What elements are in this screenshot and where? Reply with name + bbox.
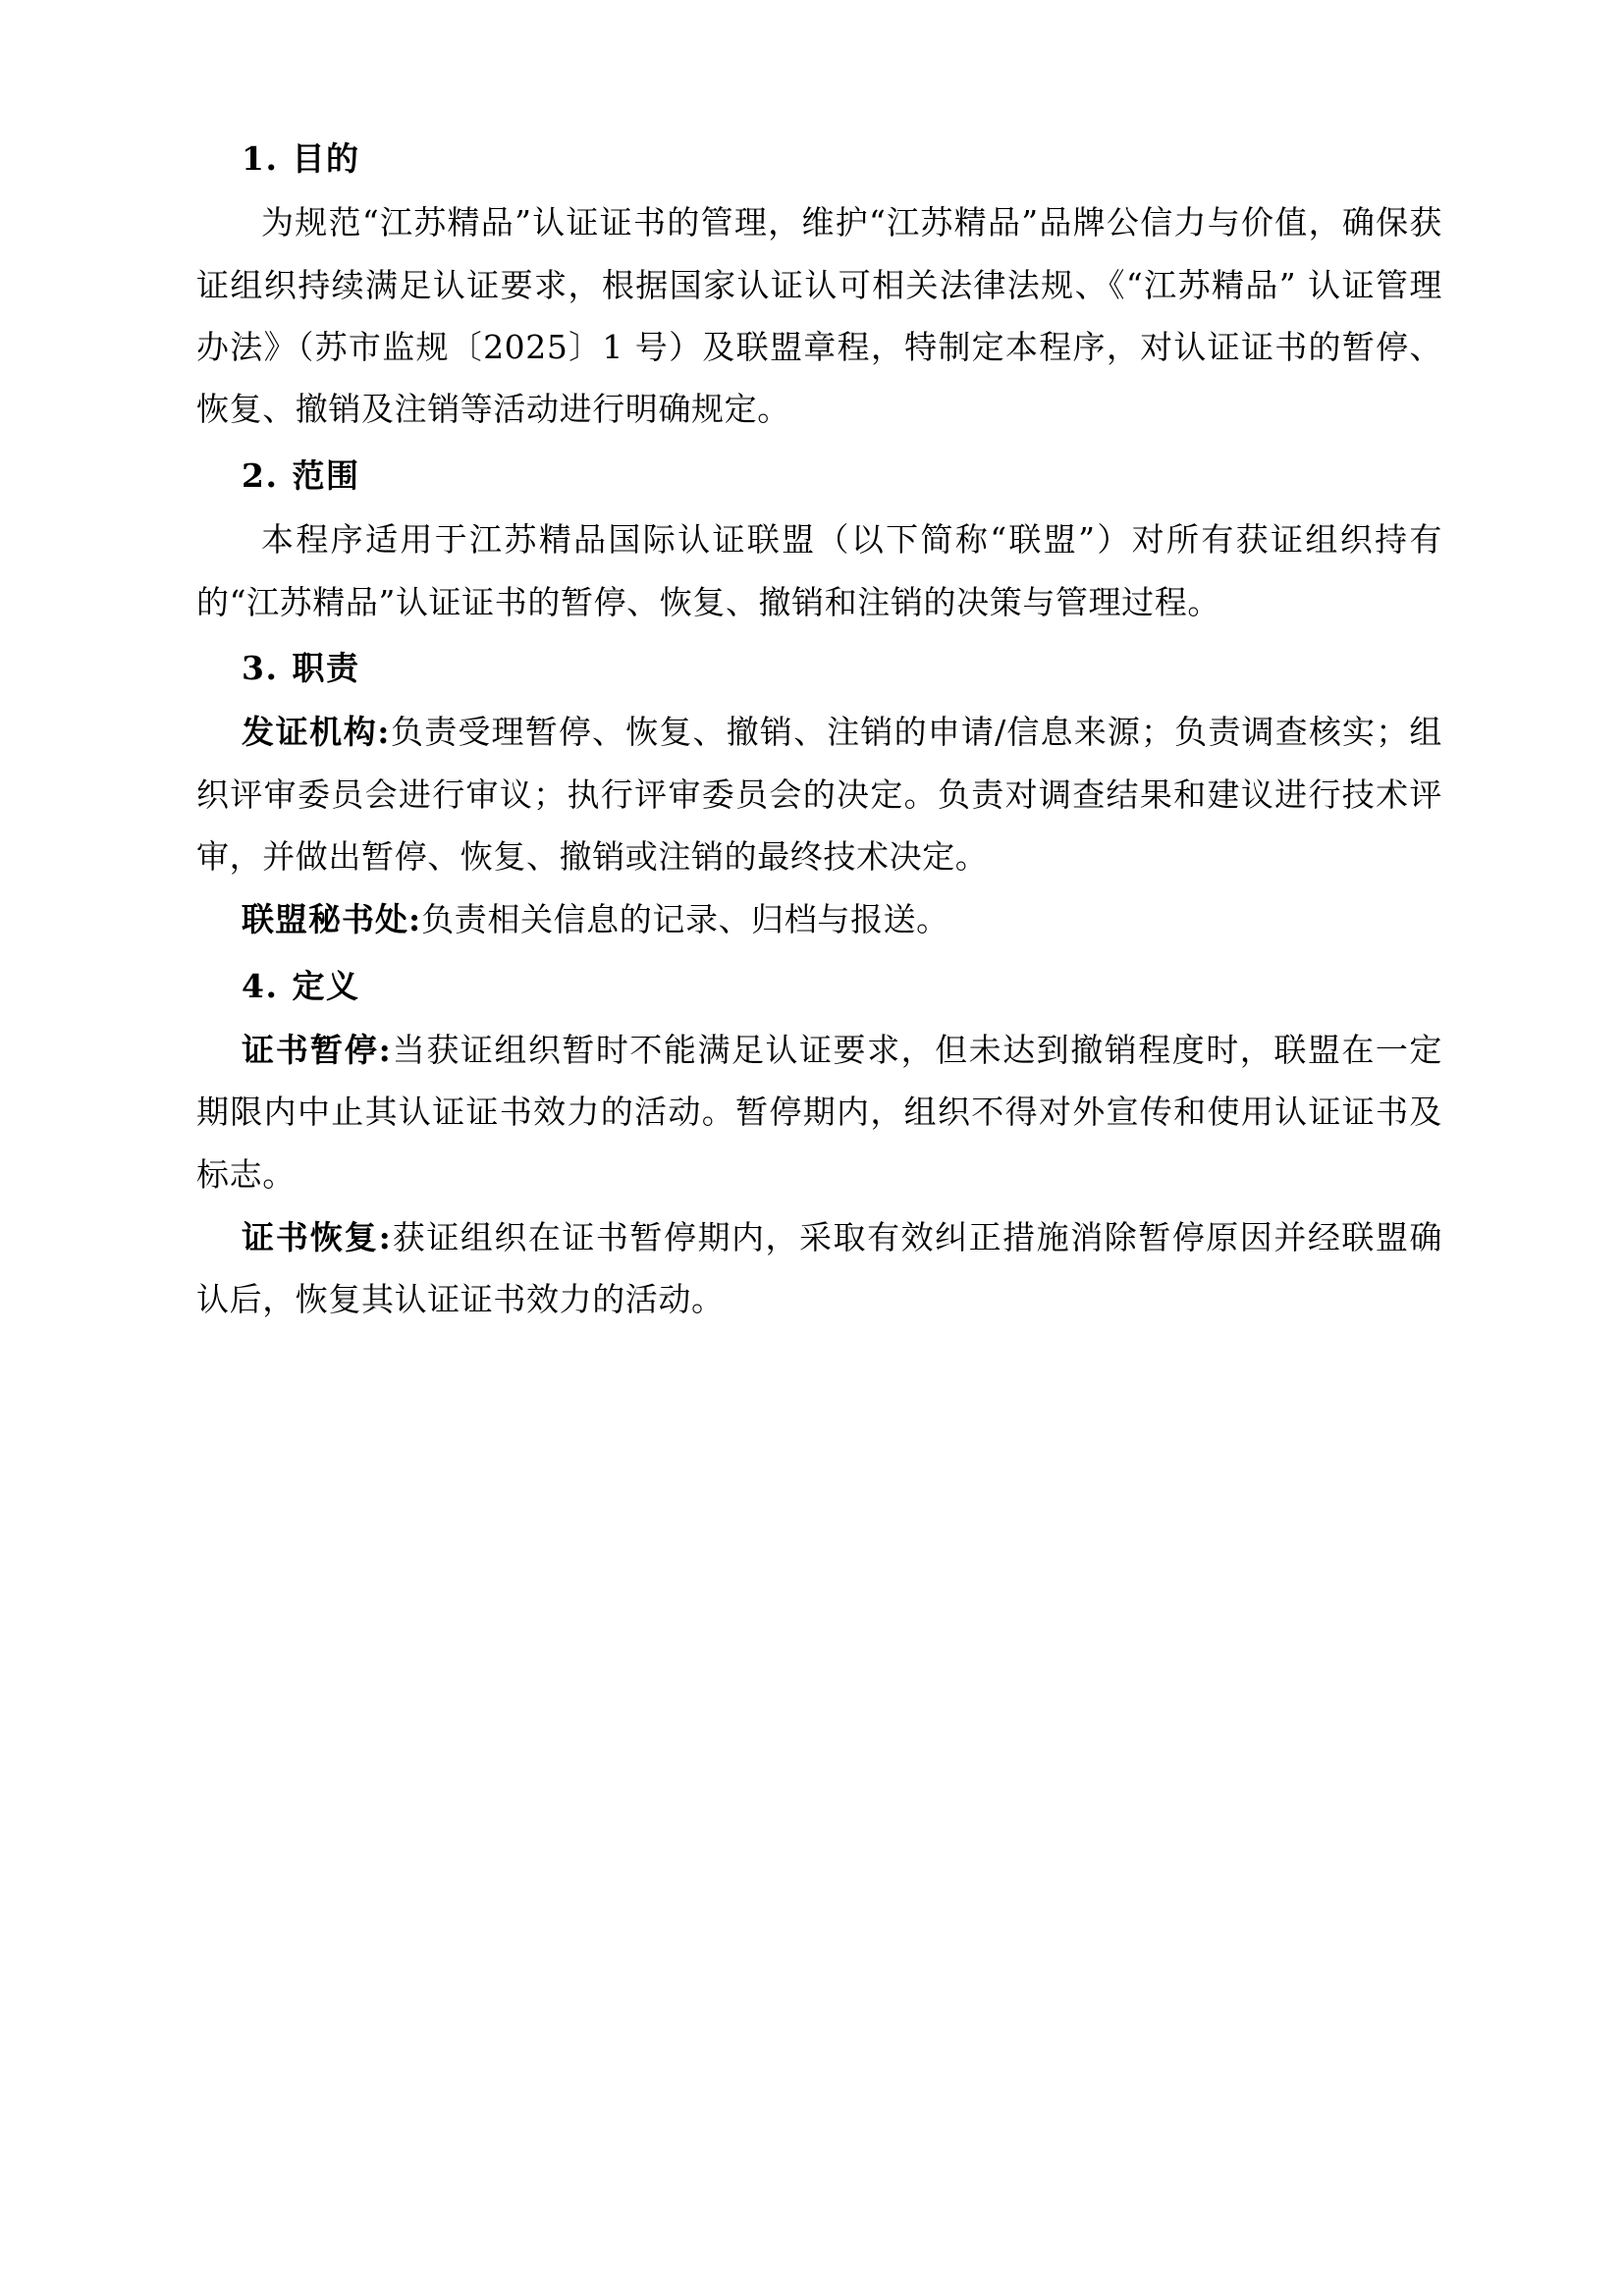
section-title: 职责 xyxy=(292,648,360,687)
definition-item-suspension xyxy=(196,1019,1442,1205)
section-scope xyxy=(196,445,1442,633)
section-number: 4. xyxy=(242,966,279,1005)
definition-item-reinstatement xyxy=(196,1206,1442,1331)
paragraph-scope: 本程序适用于江苏精品国际认证联盟（以下简称“联盟”）对所有获证组织持有的“江苏精品”认证证书的暂停、恢复、撤销和注销的决策与管理过程。 xyxy=(196,520,1442,621)
section-title: 目的 xyxy=(292,139,360,178)
definition-term: 证书恢复: xyxy=(242,1218,392,1257)
section-number: 1. xyxy=(242,139,279,178)
section-definitions xyxy=(196,955,1442,1331)
document-body xyxy=(196,128,1442,1331)
section-heading-scope xyxy=(196,445,1442,507)
definition-item-issuing-body xyxy=(196,701,1442,887)
section-title: 范围 xyxy=(292,455,360,495)
definition-term: 发证机构: xyxy=(242,713,391,752)
section-title: 定义 xyxy=(292,966,360,1005)
definition-term: 联盟秘书处: xyxy=(242,900,422,939)
section-purpose xyxy=(196,128,1442,441)
definition-text: 负责受理暂停、恢复、撤销、注销的申请/信息来源；负责调查核实；组织评审委员会进行审议；执行评审委员会的决定。负责对调查结果和建议进行技术评审，并做出暂停、恢复、撤销或注销的最终技术决定。 xyxy=(196,713,1442,876)
section-heading-definitions xyxy=(196,955,1442,1017)
section-number: 2. xyxy=(242,455,279,495)
section-number: 3. xyxy=(242,648,279,687)
definition-text: 获证组织在证书暂停期内，采取有效纠正措施消除暂停原因并经联盟确认后，恢复其认证证书效力的活动。 xyxy=(196,1218,1442,1319)
section-heading-purpose xyxy=(196,128,1442,189)
definition-text: 负责相关信息的记录、归档与报送。 xyxy=(421,900,949,939)
definition-item-secretariat xyxy=(196,888,1442,950)
definition-term: 证书暂停: xyxy=(242,1031,392,1070)
definition-text: 当获证组织暂时不能满足认证要求，但未达到撤销程度时，联盟在一定期限内中止其认证证书效力的活动。暂停期内，组织不得对外宣传和使用认证证书及标志。 xyxy=(196,1031,1442,1194)
paragraph-purpose: 为规范“江苏精品”认证证书的管理，维护“江苏精品”品牌公信力与价值，确保获证组织持续满足认证要求，根据国家认证认可相关法律法规、《“江苏精品” 认证管理办法》（苏市监规〔2025〕1 号）及联盟章程，特制定本程序，对认证证书的暂停、恢复、撤销及注销等活动进行明确规定。 xyxy=(196,203,1442,429)
section-responsibility xyxy=(196,637,1442,951)
section-heading-responsibility xyxy=(196,637,1442,699)
